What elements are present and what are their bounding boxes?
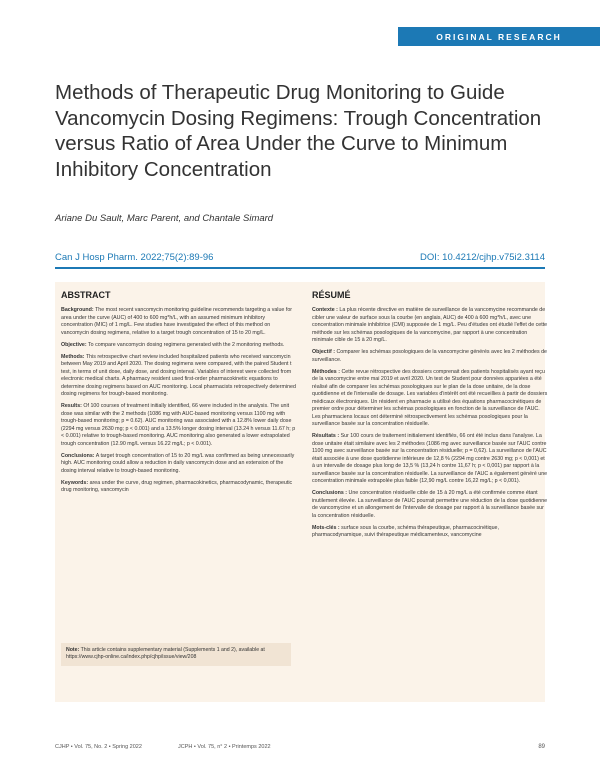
author-list: Ariane Du Sault, Marc Parent, and Chantale Simard: [55, 213, 274, 224]
abstract-conclusions: Conclusions: A target trough concentration of 15 to 20 mg/L was confirmed as being unnecessarily high. AUC monitoring could allow a reduction in daily vancomycin dose and an extension of the dosing interval relative to trough-based monitoring.: [61, 452, 295, 474]
resume-resultats: Résultats : Sur 100 cours de traitement initialement identifiés, 66 ont été inclus dans l'analyse. La dose unitaire était similaire avec les 2 méthodes (1086 mg avec surveillance basée sur l'AUC contre 1100 mg avec surveillance basée sur la concentration résiduelle; p = 0,62). La surveillance de l'AUC était associée à une dose quotidienne inférieure de 12,8 % (2294 mg contre 2630 mg; p < 0,001) et à un intervalle de dosage plus long de 13,5 % (13,24 h contre 11,67 h; p < 0,001) par rapport à la surveillance basée sur la concentration résiduelle. La surveillance de l'AUC a également généré une concentration minimale extrapolée plus faible (12,90 mg/L contre 16,22 mg/L; p < 0,001).: [312, 433, 548, 484]
footer-french: JCPH • Vol. 75, n° 2 • Printemps 2022: [178, 744, 271, 750]
resume-heading: RÉSUMÉ: [312, 290, 351, 300]
section-banner: ORIGINAL RESEARCH: [398, 27, 600, 46]
resume-objectif: Objectif : Comparer les schémas posologiques de la vancomycine générés avec les 2 méthodes de surveillance.: [312, 349, 547, 363]
resume-contexte: Contexte : La plus récente directive en matière de surveillance de la vancomycine recommande de cibler une valeur de surface sous la courbe (en anglais, AUC) de 400 à 600 mg*h/L, avec une concentration minimale inhibitrice (CMI) supposée de 1 mg/L. Peu d'études ont étudié l'effet de cette méthode sur les schémas posologiques de la vancomycine, par rapport à une concentration minimale cible de 15 à 20 mg/L.: [312, 307, 548, 343]
abstract-methods: Methods: This retrospective chart review included hospitalized patients who received vancomycin between May 2019 and April 2020. The dosing regimens were compared, with the paired Student t test, in terms of unit dose, daily dose, and dosing interval. Variables of interest were collected from electronic medical charts. A pharmacy resident used first-order pharmacokinetic equations to determine dosing regimens based on AUC monitoring. Local pharmacists retrospectively determined dosing regimens for trough-based monitoring.: [61, 353, 296, 397]
resume-conclusions: Conclusions : Une concentration résiduelle cible de 15 à 20 mg/L a été confirmée comme étant inutilement élevée. La surveillance de l'AUC pourrait permettre une réduction de la dose quotidienne de vancomycine et un allongement de l'intervalle de dosage par rapport à la surveillance basée sur la concentration résiduelle.: [312, 490, 548, 519]
supplement-link[interactable]: This article contains supplementary material (Supplements 1 and 2), available at https://www.cjhp-online.ca/index.php/cjhp/issue/view/208: [66, 647, 265, 661]
footer-english: CJHP • Vol. 75, No. 2 • Spring 2022: [55, 744, 142, 750]
supplement-note: Note: This article contains supplementary material (Supplements 1 and 2), available at https://www.cjhp-online.ca/index.php/cjhp/issue/view/208: [61, 643, 291, 666]
abstract-background: Background: The most recent vancomycin monitoring guideline recommends targeting a value for area under the curve (AUC) of 400 to 600 mg*h/L, with an assumed minimum inhibitory concentration (MIC) of 1 mg/L. Few studies have investigated the effect of this method on vancomycin dosing regimens, relative to a target trough concentration of 15 to 20 mg/L.: [61, 307, 293, 336]
header-divider: [55, 267, 545, 269]
doi-link[interactable]: DOI: 10.4212/cjhp.v75i2.3114: [420, 252, 545, 263]
page-number: 89: [538, 744, 545, 750]
journal-citation: Can J Hosp Pharm. 2022;75(2):89-96: [55, 252, 214, 263]
abstract-heading: ABSTRACT: [61, 290, 111, 300]
abstract-keywords: Keywords: area under the curve, drug regimen, pharmacokinetics, pharmacodynamic, therapeutic drug monitoring, vancomycin: [61, 479, 293, 493]
abstract-french: [312, 290, 549, 544]
abstract-english: [61, 290, 298, 499]
resume-methodes: Méthodes : Cette revue rétrospective des dossiers comprenait des patients hospitalisés ayant reçu de la vancomycine entre mai 2019 et avril 2020. Un test de Student pour données appariées a été réalisé afin de comparer les schémas posologiques sur le plan de la dose unitaire, de la dose quotidienne et de l'intervalle de dosage. Les variables d'intérêt ont été recueillies à partir de dossiers médicaux électroniques. Un résident en pharmacie a utilisé des équations pharmacocinétiques de premier ordre pour déterminer les schémas posologiques en fonction de la surveillance de l'AUC. Les pharmaciens locaux ont déterminé rétrospectivement les schémas posologiques pour la surveillance basée sur la concentration résiduelle.: [312, 368, 548, 427]
article-title: Methods of Therapeutic Drug Monitoring to Guide Vancomycin Dosing Regimens: Trough Concentration versus Ratio of Area Under the Curve to Minimum Inhibitory Concentration: [55, 81, 542, 181]
abstract-objective: Objective: To compare vancomycin dosing regimens generated with the 2 monitoring methods.: [61, 341, 285, 348]
abstract-results: Results: Of 100 courses of treatment initially identified, 66 were included in the analysis. The unit dose was similar with the 2 methods (1086 mg with AUC-based monitoring versus 1100 mg with trough-based monitoring; p = 0.62). AUC monitoring was associated with a 12.8% lower daily dose (2294 mg versus 2630 mg; p < 0.001) and a 13.5% longer dosing interval (13.24 h versus 11.67 h; p < 0.001) relative to trough-based monitoring. AUC monitoring also generated a lower extrapolated trough concentration (12.90 mg/L versus 16.22 mg/L; p < 0.001).: [61, 403, 296, 447]
resume-motscles: Mots-clés : surface sous la courbe, schéma thérapeutique, pharmacocinétique, pharmacodynamique, suivi thérapeutique médicamenteux, vancomycine: [312, 524, 499, 538]
